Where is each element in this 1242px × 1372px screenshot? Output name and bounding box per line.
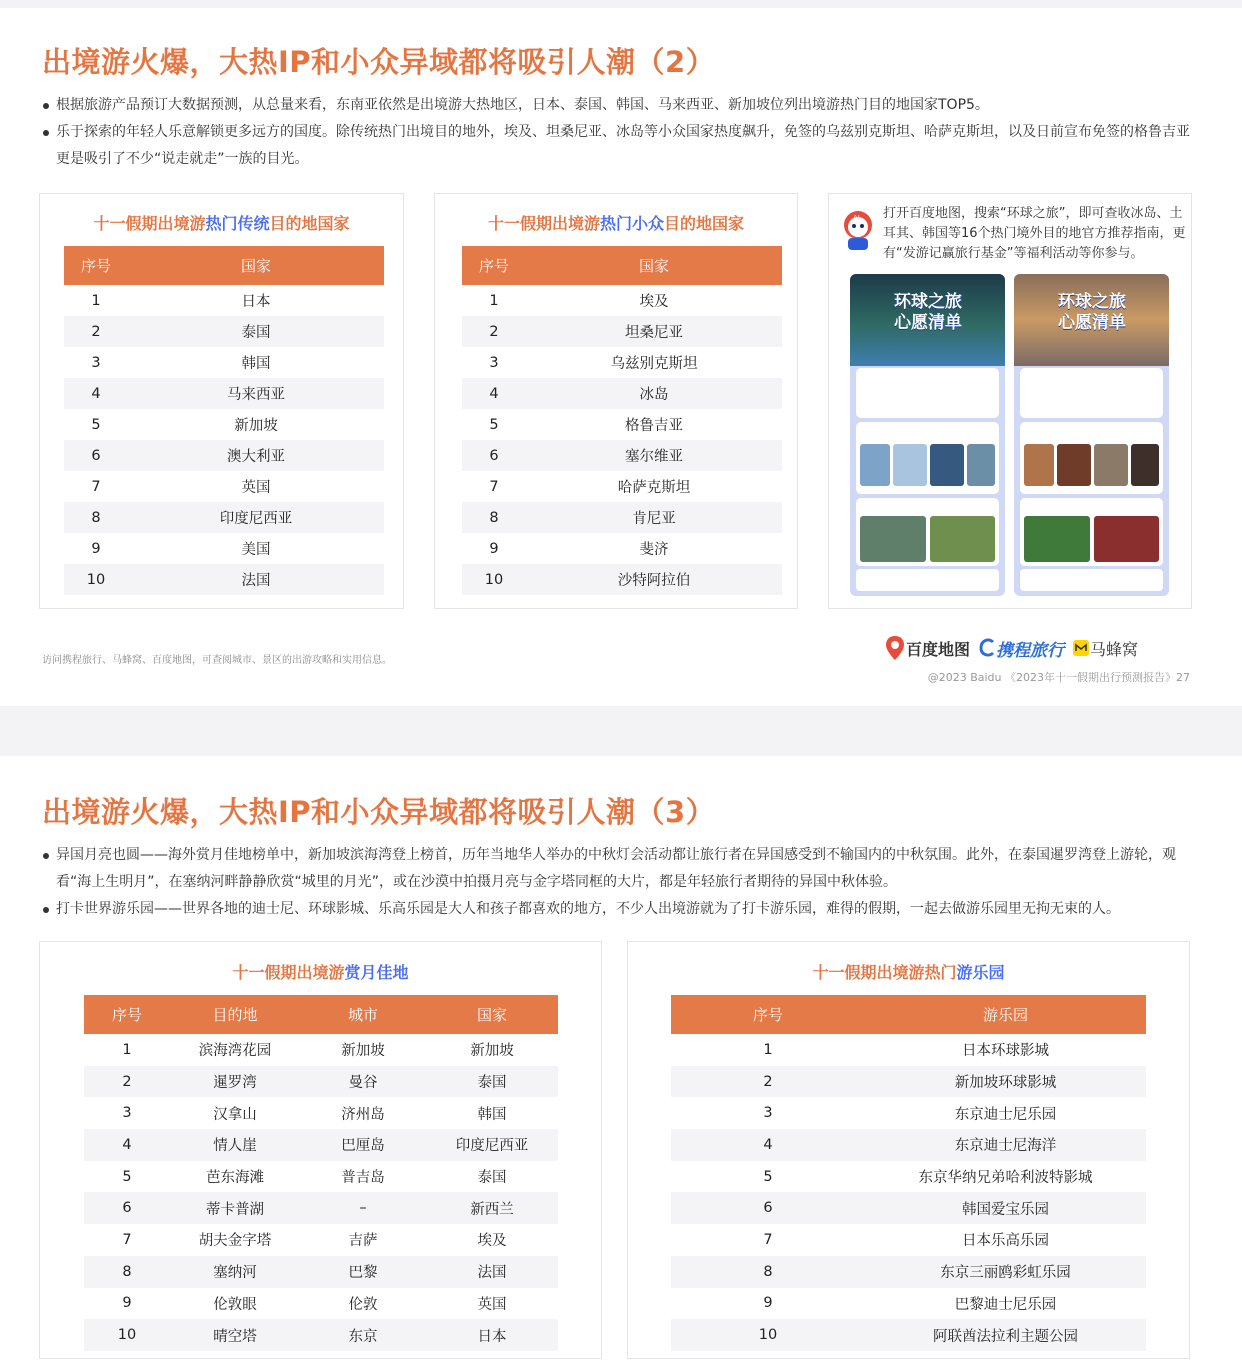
- table-cell-rank: 3: [489, 354, 499, 371]
- card-title-highlight: 赏月佳地: [344, 963, 409, 982]
- table-row: [64, 564, 384, 595]
- table-cell: –: [300, 1192, 426, 1224]
- baidu-map-logo: [884, 635, 970, 661]
- table-cell: 济州岛: [341, 1106, 385, 1123]
- phone-title-line1: 环球之旅: [894, 292, 962, 312]
- table-cell-rank: 2: [84, 1066, 170, 1098]
- table-cell: 滨海湾花园: [198, 1043, 272, 1060]
- bullet-item: 打卡世界游乐园——世界各地的迪士尼、环球影城、乐高乐园是大人和孩子都喜欢的地方，不少人出境游就为了打卡游乐园，难得的假期，一起去做游乐园里无拘无束的人。: [42, 896, 1202, 923]
- phone-section-inspiration: [856, 422, 999, 494]
- map-pin-icon: [884, 635, 906, 661]
- header-country: 国家: [128, 246, 384, 285]
- table-cell: 印度尼西亚: [128, 502, 384, 533]
- table-cell-rank: 9: [489, 540, 499, 557]
- traditional-table-body: [64, 285, 384, 595]
- table-row: [671, 1129, 1146, 1161]
- header-rank: 序号: [84, 995, 170, 1034]
- table-cell: 情人崖: [170, 1129, 300, 1161]
- card-title: [628, 960, 1189, 983]
- table-cell: 泰国: [128, 316, 384, 347]
- top-band: [0, 0, 1242, 8]
- niche-destinations-card: [434, 193, 798, 609]
- table-row: [84, 1129, 558, 1161]
- table-row: [64, 471, 384, 502]
- table-cell-rank: 1: [122, 1041, 132, 1058]
- phone-screenshot-left: [850, 274, 1005, 596]
- table-cell: 巴黎: [300, 1256, 426, 1288]
- table-row: [64, 409, 384, 440]
- phone-section-discover: [856, 498, 999, 566]
- table-row: [462, 347, 782, 378]
- table-cell: 巴厘岛: [300, 1129, 426, 1161]
- bullet-item: 异国月亮也圆——海外赏月佳地榜单中，新加坡滨海湾登上榜首，历年当地华人举办的中秋灯会活动都让旅行者在异国感受到不输国内的中秋氛围。此外，在泰国暹罗湾登上游轮，观看“海上生明月”，在塞纳河畔静静欣赏“城里的月光”，或在沙漠中拍摄月亮与金字塔同框的大片，都是年轻旅行者期待的异国中秋体验。: [42, 842, 1202, 896]
- table-cell-rank: 6: [64, 440, 128, 471]
- table-row: [84, 1161, 558, 1193]
- table-row: [84, 1224, 558, 1256]
- table-row: [64, 378, 384, 409]
- table-cell-rank: 9: [122, 1295, 132, 1312]
- phone-section-wishlist: [1020, 368, 1163, 418]
- park-table-body: [671, 1034, 1146, 1351]
- table-cell-rank: 6: [462, 440, 526, 471]
- table-row: [84, 1319, 558, 1351]
- header-rank: 序号: [64, 246, 128, 285]
- bullet-item: 根据旅游产品预订大数据预测，从总量来看，东南亚依然是出境游大热地区，日本、泰国、韩国、马来西亚、新加坡位列出境游热门目的地国家TOP5。: [42, 92, 1202, 119]
- phone-section-inspiration: [1020, 422, 1163, 494]
- niche-table: [462, 246, 782, 595]
- section2-title: 出境游火爆，大热IP和小众异域都将吸引人潮（3）: [42, 795, 716, 829]
- phone-title: [858, 292, 998, 334]
- mafengwo-icon: [1072, 639, 1090, 657]
- table-cell: 冰岛: [526, 378, 782, 409]
- table-cell: 印度尼西亚: [426, 1129, 558, 1161]
- phone-section-discover: [1020, 498, 1163, 566]
- section-divider-band: [0, 706, 1242, 756]
- card-title: [435, 211, 797, 234]
- table-row: [462, 564, 782, 595]
- table-cell-rank: 3: [122, 1105, 132, 1122]
- table-cell-rank: 4: [84, 1129, 170, 1161]
- table-cell: 伦敦眼: [213, 1296, 257, 1313]
- phone-title-line1: 环球之旅: [1058, 292, 1126, 312]
- table-cell: 美国: [241, 542, 271, 558]
- table-cell: 韩国: [477, 1106, 507, 1123]
- phone-screenshot-right: [1014, 274, 1169, 596]
- table-cell: 埃及: [477, 1233, 507, 1250]
- table-row: [671, 1288, 1146, 1320]
- table-cell-rank: 7: [489, 478, 499, 495]
- table-cell-rank: 8: [64, 502, 128, 533]
- phone-title-line2: 心愿清单: [894, 313, 962, 333]
- table-cell: 汉拿山: [213, 1106, 257, 1123]
- table-cell: 沙特阿拉伯: [526, 564, 782, 595]
- table-cell-rank: 10: [84, 1319, 170, 1351]
- table-cell: 法国: [426, 1256, 558, 1288]
- table-cell-rank: 6: [84, 1192, 170, 1224]
- moon-viewing-card: [39, 941, 602, 1359]
- card-title-highlight: 热门传统: [205, 214, 270, 233]
- table-row: [462, 316, 782, 347]
- table-cell: 肯尼亚: [526, 502, 782, 533]
- table-cell: 法国: [128, 564, 384, 595]
- table-cell: 普吉岛: [341, 1170, 385, 1187]
- bullet-item: 乐于探索的年轻人乐意解锁更多远方的国度。除传统热门出境目的地外，埃及、坦桑尼亚、冰岛等小众国家热度飙升，免签的乌兹别克斯坦、哈萨克斯坦，以及日前宣布免签的格鲁吉亚更是吸引了不少“说走就走”一族的目光。: [42, 119, 1202, 173]
- table-cell: 东京迪士尼乐园: [954, 1106, 1057, 1123]
- card-title-post: 目的地国家: [269, 214, 350, 233]
- card-title-pre: 十一假期出境游: [487, 214, 600, 233]
- phone-title-line2: 心愿清单: [1058, 313, 1126, 333]
- table-cell-rank: 4: [462, 378, 526, 409]
- baidu-map-promo-card: [828, 193, 1192, 609]
- table-row: [671, 1224, 1146, 1256]
- table-cell-rank: 8: [671, 1256, 865, 1288]
- table-cell: 芭东海滩: [206, 1170, 264, 1187]
- table-cell-rank: 5: [91, 416, 101, 433]
- table-cell: 东京迪士尼海洋: [865, 1129, 1146, 1161]
- mascot-icon: [839, 208, 877, 254]
- card-title-pre: 十一假期出境游: [232, 963, 345, 982]
- table-cell-rank: 5: [122, 1168, 132, 1185]
- traditional-table: [64, 246, 384, 595]
- table-cell: 日本环球影城: [962, 1043, 1049, 1060]
- footnote: 访问携程旅行、马蜂窝、百度地图，可查阅城市、景区的出游攻略和实用信息。: [42, 655, 392, 666]
- table-cell: 马来西亚: [128, 378, 384, 409]
- table-cell-rank: 5: [489, 416, 499, 433]
- table-cell: 巴黎迪士尼乐园: [954, 1296, 1057, 1313]
- header-city: 城市: [300, 995, 426, 1034]
- table-row: [64, 440, 384, 471]
- table-cell: 英国: [241, 480, 271, 496]
- table-cell-rank: 1: [91, 292, 101, 309]
- table-row: [462, 285, 782, 316]
- table-cell-rank: 2: [64, 316, 128, 347]
- table-cell: 泰国: [426, 1066, 558, 1098]
- table-cell-rank: 9: [91, 540, 101, 557]
- table-cell: 新加坡环球影城: [865, 1066, 1146, 1098]
- table-cell: 暹罗湾: [170, 1066, 300, 1098]
- table-row: [671, 1192, 1146, 1224]
- table-cell: 新加坡: [341, 1043, 385, 1060]
- table-row: [64, 533, 384, 564]
- table-row: [84, 1256, 558, 1288]
- moon-table: [84, 995, 558, 1351]
- partner-logos: [884, 634, 1146, 662]
- table-header-row: [84, 995, 558, 1034]
- table-cell-rank: 2: [671, 1066, 865, 1098]
- table-cell: 日本乐高乐园: [962, 1233, 1049, 1250]
- promo-text: 打开百度地图，搜索“环球之旅”，即可查收冰岛、土耳其、韩国等16个热门境外目的地官方推荐指南，更有“发游记赢旅行基金”等福利活动等你参与。: [883, 206, 1186, 261]
- table-cell: 晴空塔: [170, 1319, 300, 1351]
- header-park: 游乐园: [865, 995, 1146, 1034]
- table-cell: 坦桑尼亚: [526, 316, 782, 347]
- table-row: [671, 1256, 1146, 1288]
- table-cell: 新加坡: [470, 1043, 514, 1060]
- svg-text:AI: AI: [853, 214, 860, 222]
- table-row: [84, 1066, 558, 1098]
- table-header-row: [462, 246, 782, 285]
- table-cell: 埃及: [639, 294, 669, 310]
- table-cell: 胡夫金字塔: [198, 1233, 272, 1250]
- table-row: [64, 316, 384, 347]
- niche-table-body: [462, 285, 782, 595]
- card-title-pre: 十一假期出境游热门: [812, 963, 957, 982]
- table-cell-rank: 7: [122, 1231, 132, 1248]
- table-cell: 吉萨: [348, 1233, 378, 1250]
- table-row: [671, 1034, 1146, 1066]
- table-cell-rank: 4: [671, 1129, 865, 1161]
- phone-tabbar: [1020, 569, 1163, 591]
- table-cell: 英国: [477, 1296, 507, 1313]
- table-cell: 东京三丽鸥彩虹乐园: [865, 1256, 1146, 1288]
- table-cell: 东京华纳兄弟哈利波特影城: [918, 1170, 1093, 1187]
- table-cell: 日本: [241, 294, 271, 310]
- card-title: [40, 960, 601, 983]
- table-row: [462, 440, 782, 471]
- table-cell: 韩国爱宝乐园: [865, 1192, 1146, 1224]
- table-cell-rank: 4: [64, 378, 128, 409]
- table-row: [84, 1192, 558, 1224]
- table-cell: 乌兹别克斯坦: [610, 356, 698, 372]
- moon-table-body: [84, 1034, 558, 1351]
- table-row: [84, 1288, 558, 1320]
- table-row: [462, 533, 782, 564]
- table-cell: 澳大利亚: [128, 440, 384, 471]
- header-rank: 序号: [462, 246, 526, 285]
- table-cell: 泰国: [477, 1170, 507, 1187]
- table-cell: 塞尔维亚: [526, 440, 782, 471]
- table-row: [671, 1319, 1146, 1351]
- table-row: [84, 1034, 558, 1066]
- table-cell: 塞纳河: [170, 1256, 300, 1288]
- header-country: 国家: [426, 995, 558, 1034]
- mafengwo-logo-text: 马蜂窝: [1090, 639, 1139, 659]
- table-row: [462, 378, 782, 409]
- table-row: [84, 1097, 558, 1129]
- table-cell-rank: 3: [763, 1105, 773, 1122]
- table-cell: 哈萨克斯坦: [617, 480, 691, 496]
- table-row: [462, 471, 782, 502]
- mafengwo-logo: [1072, 637, 1138, 660]
- table-cell-rank: 7: [763, 1231, 773, 1248]
- table-row: [462, 502, 782, 533]
- table-cell-rank: 1: [763, 1041, 773, 1058]
- table-cell-rank: 7: [91, 478, 101, 495]
- amusement-park-card: [627, 941, 1190, 1359]
- baidu-logo-text: 百度地图: [906, 639, 971, 659]
- table-cell: 日本: [426, 1319, 558, 1351]
- table-cell: 蒂卡普湖: [170, 1192, 300, 1224]
- table-cell-rank: 10: [671, 1319, 865, 1351]
- table-cell: 格鲁吉亚: [625, 418, 683, 434]
- card-title-highlight: 热门小众: [599, 214, 664, 233]
- table-row: [462, 409, 782, 440]
- table-row: [64, 502, 384, 533]
- table-cell: 新加坡: [234, 418, 278, 434]
- table-cell: 斐济: [639, 542, 669, 558]
- table-cell-rank: 2: [462, 316, 526, 347]
- card-title-highlight: 游乐园: [956, 963, 1005, 982]
- table-cell-rank: 8: [462, 502, 526, 533]
- section1-bullets: [42, 92, 1202, 173]
- phone-title: [1022, 292, 1162, 334]
- table-cell: 曼谷: [300, 1066, 426, 1098]
- section2-bullets: [42, 842, 1202, 923]
- phone-section-wishlist: [856, 368, 999, 418]
- table-cell: 新西兰: [426, 1192, 558, 1224]
- table-cell-rank: 10: [462, 564, 526, 595]
- table-cell: 阿联酋法拉利主题公园: [865, 1319, 1146, 1351]
- header-destination: 目的地: [170, 995, 300, 1034]
- park-table: [671, 995, 1146, 1351]
- ctrip-logo-text: 携程旅行: [996, 640, 1065, 661]
- ctrip-logo: [978, 636, 1064, 661]
- traditional-destinations-card: [39, 193, 404, 609]
- table-row: [671, 1161, 1146, 1193]
- table-cell: 伦敦: [348, 1296, 378, 1313]
- table-cell-rank: 5: [763, 1168, 773, 1185]
- table-row: [64, 347, 384, 378]
- table-header-row: [671, 995, 1146, 1034]
- table-cell-rank: 9: [763, 1295, 773, 1312]
- table-cell-rank: 1: [489, 292, 499, 309]
- table-cell: 韩国: [241, 356, 271, 372]
- table-row: [671, 1097, 1146, 1129]
- section1-title: 出境游火爆，大热IP和小众异域都将吸引人潮（2）: [42, 45, 716, 79]
- table-row: [64, 285, 384, 316]
- table-cell-rank: 3: [91, 354, 101, 371]
- table-header-row: [64, 246, 384, 285]
- header-country: 国家: [526, 246, 782, 285]
- table-cell-rank: 8: [84, 1256, 170, 1288]
- phone-tabbar: [856, 569, 999, 591]
- card-title-post: 目的地国家: [664, 214, 745, 233]
- table-row: [671, 1066, 1146, 1098]
- table-cell-rank: 10: [64, 564, 128, 595]
- ctrip-swirl-icon: [978, 638, 996, 658]
- table-cell-rank: 6: [671, 1192, 865, 1224]
- card-title-pre: 十一假期出境游: [93, 214, 206, 233]
- card-title: [40, 211, 403, 234]
- header-rank: 序号: [671, 995, 865, 1034]
- copyright: @2023 Baidu 《2023年十一假期出行预测报告》27: [927, 671, 1190, 684]
- table-cell: 东京: [300, 1319, 426, 1351]
